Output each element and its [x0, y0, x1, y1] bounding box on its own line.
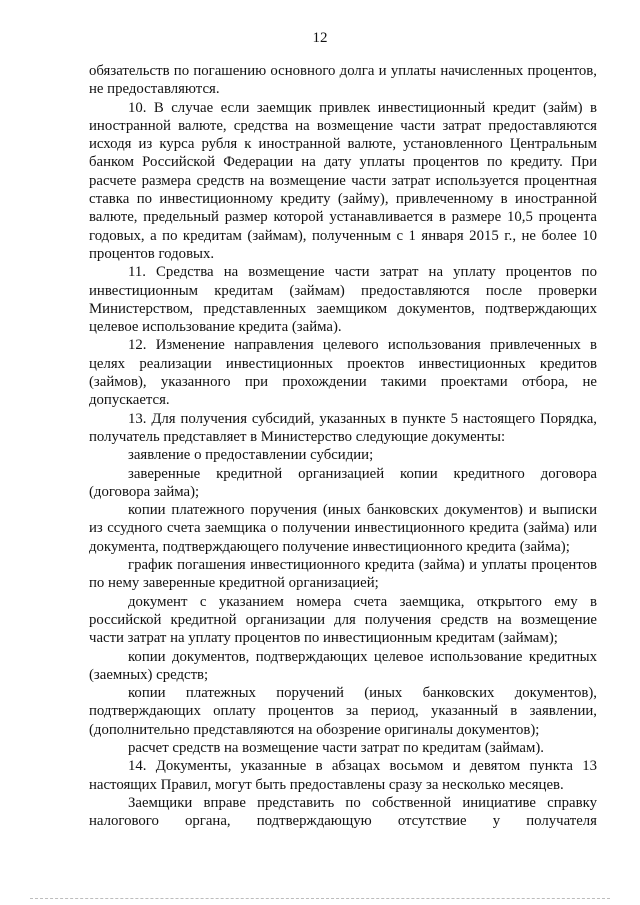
page-number: 12 [312, 30, 328, 46]
document-list-item: заверенные кредитной организацией копии кредитного договора (договора займа); [89, 465, 597, 500]
document-list-item: расчет средств на возмещение части затрат по кредитам (займам). [128, 739, 544, 756]
document-list-item: копии платежных поручений (иных банковских документов), подтверждающих оплату процентов за период, указанный в заявлении, (дополнительно представляются на обозрение оригиналы документов); [89, 685, 597, 738]
paragraph-continuation: обязательств по погашению основного долга и уплаты начисленных процентов, не предоставляются. [89, 63, 597, 98]
document-body [89, 62, 597, 830]
scan-edge-divider [30, 898, 610, 900]
paragraph-10: 10. В случае если заемщик привлек инвестиционный кредит (займ) в иностранной валюте, средства на возмещение части затрат предоставляются исходя из курса рубля к иностранной валюте, установленного Центральным банком Российской Федерации на дату уплаты процентов по кредиту. При расчете размера средств на возмещение части затрат используется процентная ставка по инвестиционному кредиту (займу), привлеченному в иностранной валюте, предельный размер которой устанавливается в размере 10,5 процента годовых, а по кредитам (займам), полученным с 1 января 2015 г., не более 10 процентов годовых. [89, 99, 597, 262]
document-list-item: копии документов, подтверждающих целевое использование кредитных (заемных) средств; [89, 648, 597, 683]
paragraph-12: 12. Изменение направления целевого использования привлеченных в целях реализации инвестиционных проектов инвестиционных кредитов (займов), указанного при прохождении такими проектами отбора, не допускается. [89, 337, 597, 409]
paragraph-14: 14. Документы, указанные в абзацах восьмом и девятом пункта 13 настоящих Правил, могут быть предоставлены сразу за несколько месяцев. [89, 758, 597, 793]
document-list-item: документ с указанием номера счета заемщика, открытого ему в российской кредитной организации для получения средств на возмещение части затрат на уплату процентов по инвестиционным кредитам (займам); [89, 593, 597, 647]
paragraph-borrowers-certificate: Заемщики вправе представить по собственной инициативе справку налогового органа, подтверждающую отсутствие у получателя [89, 794, 597, 830]
document-list-item: заявление о предоставлении субсидии; [128, 447, 374, 464]
document-list-item: график погашения инвестиционного кредита (займа) и уплаты процентов по нему заверенные кредитной организацией; [89, 557, 597, 592]
document-list-item: копии платежного поручения (иных банковских документов) и выписки из ссудного счета заемщика о получении инвестиционного кредита (займа) или документа, подтверждающего получение инвестиционного кредита (займа); [89, 502, 597, 555]
paragraph-11: 11. Средства на возмещение части затрат на уплату процентов по инвестиционным кредитам (займам) предоставляются после проверки Министерством, представленных заемщиком документов, подтверждающих целевое использование кредита (займа). [89, 264, 597, 336]
paragraph-13: 13. Для получения субсидий, указанных в пункте 5 настоящего Порядка, получатель представляет в Министерство следующие документы: [89, 410, 597, 445]
